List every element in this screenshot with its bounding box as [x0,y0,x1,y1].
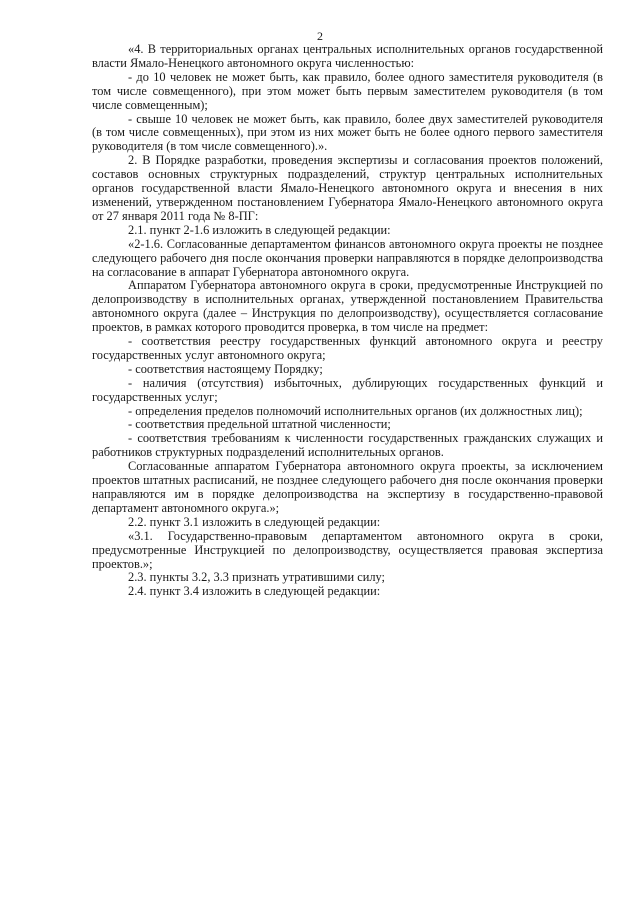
paragraph: - соответствия предельной штатной численности; [128,417,391,432]
paragraph: - соответствия требованиям к численности государственных гражданских служащих и работников структурных подразделений исполнительных органов. [92,431,603,460]
paragraph: «3.1. Государственно-правовым департаментом автономного округа в сроки, предусмотренные Инструкцией по делопроизводству, осуществляется правовая экспертиза проектов.»; [92,528,603,571]
paragraph: - соответствия реестру государственных функций автономного округа и реестру государственных услуг автономного округа; [92,334,603,362]
paragraph: 2. В Порядке разработки, проведения экспертизы и согласования проектов положений, составов основных структурных подразделений, структур центральных исполнительных органов государственной власти Ямало-Ненецкого автономного округа и внесения в них изменений, утвержденном постановлением Губернатора Ямало-Ненецкого автономного округа от 27 января 2011 года № 8-ПГ: [92,153,603,223]
paragraph: «2-1.6. Согласованные департаментом финансов автономного округа проекты не позднее следующего рабочего дня после окончания проверки направляются в порядке делопроизводства на согласование в аппарат Губернатора автономного округа. [92,236,603,279]
paragraph: 2.4. пункт 3.4 изложить в следующей редакции: [128,584,381,599]
paragraph: - наличия (отсутствия) избыточных, дублирующих государственных функций и государственных услуг; [92,375,603,404]
paragraph: Аппаратом Губернатора автономного округа в сроки, предусмотренные Инструкцией по делопроизводству в исполнительных органах, утвержденной постановлением Правительства автономного округа (далее – Инструкция по делопроизводству), осуществляется согласование проектов, в рамках которого проводится проверка, в том числе на предмет: [92,278,603,335]
paragraph: - свыше 10 человек не может быть, как правило, более двух заместителей руководителя (в том числе совмещенных), при этом из них может быть не более одного первого заместителя руководителя (в том числе совмещенного).». [92,111,603,154]
page-number: 2 [317,29,323,43]
paragraph: - соответствия настоящему Порядку; [128,361,323,376]
document-body [92,43,603,599]
paragraph: Согласованные аппаратом Губернатора автономного округа проекты, за исключением проектов штатных расписаний, не позднее следующего рабочего дня после окончания проверки направляются им в порядке делопроизводства на экспертизу в государственно-правовой департамент автономного округа.»; [92,459,603,515]
paragraph: «4. В территориальных органах центральных исполнительных органов государственной власти Ямало-Ненецкого автономного округа численностью: [92,42,603,70]
paragraph: 2.1. пункт 2-1.6 изложить в следующей редакции: [128,222,391,237]
paragraph: 2.2. пункт 3.1 изложить в следующей редакции: [128,514,381,529]
paragraph: 2.3. пункты 3.2, 3.3 признать утратившими силу; [128,570,385,585]
paragraph: - до 10 человек не может быть, как правило, более одного заместителя руководителя (в том числе совмещенного), при этом может быть первым заместителем руководителя (в том числе совмещенным); [92,69,603,112]
paragraph: - определения пределов полномочий исполнительных органов (их должностных лиц); [128,403,583,418]
